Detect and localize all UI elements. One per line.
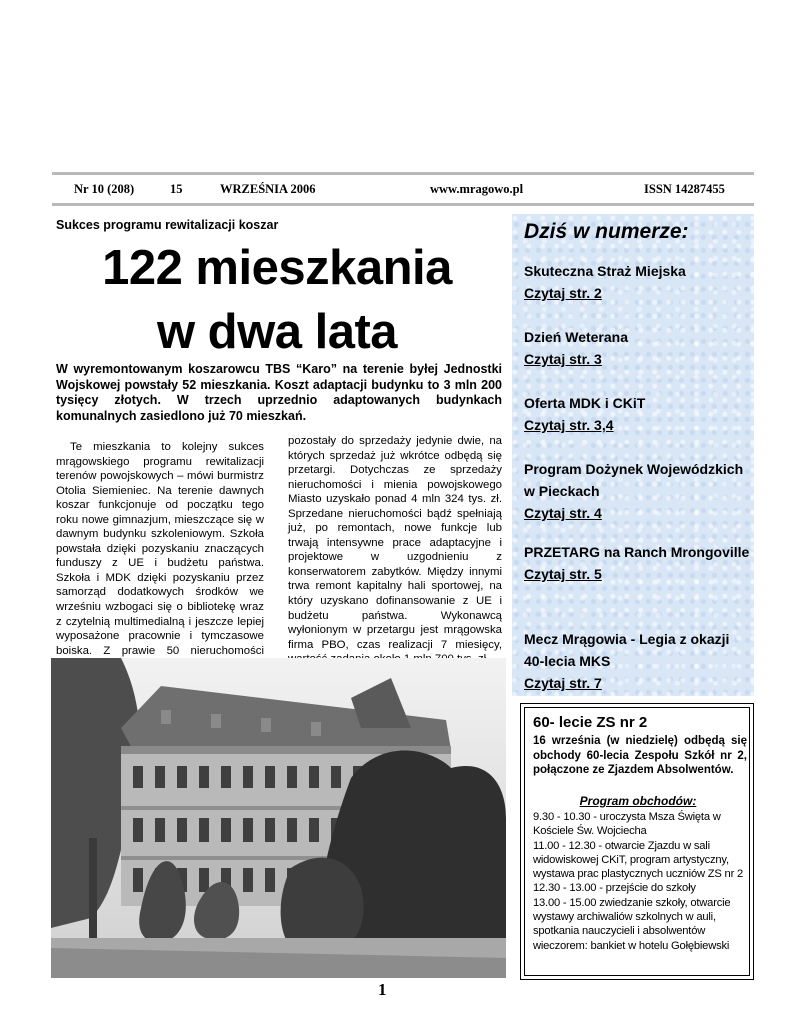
sidebar-item-title: Dzień Weterana xyxy=(524,329,628,345)
sidebar-item-title: Mecz Mrągowia - Legia z okazji 40-lecia MKS xyxy=(524,631,730,669)
headline-line-2: w dwa lata xyxy=(156,305,398,359)
anniversary-box xyxy=(520,703,754,980)
masthead-bar xyxy=(52,172,754,206)
sidebar-item-read-link[interactable]: Czytaj str. 7 xyxy=(524,675,602,691)
program-entry: 11.00 - 12.30 - otwarcie Zjazdu w sali widowiskowej CKiT, program artystyczny, wystawa prac plastycznych uczniów ZS nr 2 xyxy=(533,839,744,881)
sidebar-item-mecz[interactable] xyxy=(524,628,752,694)
sidebar-item-read-link[interactable]: Czytaj str. 2 xyxy=(524,285,602,301)
article-kicker: Sukces programu rewitalizacji koszar xyxy=(56,218,279,232)
article-lead: W wyremontowanym koszarowcu TBS “Karo” na terenie byłej Jednostki Wojskowej powstały 52 mieszkania. Koszt adaptacji budynku to 3 mln 200 tysięcy złotych. W trzech uprzednio adaptowanych budynkach komunalnych zasiedlono już 70 mieszkań. xyxy=(56,362,502,423)
program-entry: 13.00 - 15.00 zwiedzanie szkoły, otwarcie wystawy archiwaliów szkolnych w auli, spotkania nauczycieli i absolwentów wieczorem: bankiet w hotelu Gołębiewski xyxy=(533,896,731,952)
article-headline xyxy=(56,236,498,364)
program-entry: 9.30 - 10.30 - uroczysta Msza Święta w Kościele Św. Wojciecha xyxy=(533,811,721,838)
article-column-2: pozostały do sprzedaży jedynie dwie, na których sprzedaż już wkrótce odbędą się przetargi. Dotychczas ze sprzedaży nieruchomości i mienia powojskowego Miasto uzyskało ponad 4 mln 324 tys. zł. Sprzedane nieruchomości bądź spełniają już, po remontach, nowe funkcje lub trwają intensywne prace adaptacyjne i projektowe w uzgodnieniu z konserwatorem zabytków. Między innymi trwa remont kapitalny hali sportowej, na który uzyskano dofinansowanie z UE i budżetu państwa. Wykonawcą wyłonionym w przetargu jest mrągowska firma PBO, czas realizacji 7 miesięcy, xyxy=(288,435,502,651)
issue-month-year: WRZEŚNIA 2006 xyxy=(220,182,316,196)
issue-number: Nr 10 (208) xyxy=(74,182,135,196)
sidebar-item-straz-miejska[interactable] xyxy=(524,260,752,304)
anniversary-box-inner xyxy=(524,707,750,976)
program-list xyxy=(533,810,751,953)
issn-number: ISSN 14287455 xyxy=(644,182,725,196)
sidebar-item-title: PRZETARG na Ranch Mrongoville xyxy=(524,544,750,560)
program-heading: Program obchodów: xyxy=(579,794,697,808)
issue-day: 15 xyxy=(170,182,183,196)
sidebar-item-title: Program Dożynek Wojewódzkich w Pieckach xyxy=(524,461,744,499)
page-number: 1 xyxy=(378,980,387,999)
sidebar-item-read-link[interactable]: Czytaj str. 5 xyxy=(524,566,602,582)
headline-line-1: 122 mieszkania xyxy=(102,241,452,295)
sidebar-title: Dziś w numerze: xyxy=(524,220,689,243)
sidebar-item-przetarg[interactable] xyxy=(524,541,752,585)
school-building-photo xyxy=(51,658,506,978)
in-this-issue-sidebar xyxy=(512,214,754,696)
anniversary-summary: 16 września (w niedzielę) odbędą się obchody 60-lecia Zespołu Szkół nr 2, połączone ze Zjazdem Absolwentów. xyxy=(533,735,747,776)
sidebar-item-dzien-weterana[interactable] xyxy=(524,326,752,370)
sidebar-item-read-link[interactable]: Czytaj str. 4 xyxy=(524,505,602,521)
sidebar-item-dozynki[interactable] xyxy=(524,458,752,524)
sidebar-item-title: Skuteczna Straż Miejska xyxy=(524,263,686,279)
sidebar-item-title: Oferta MDK i CKiT xyxy=(524,395,646,411)
program-entry: 12.30 - 13.00 - przejście do szkoły xyxy=(533,882,696,895)
anniversary-title: 60- lecie ZS nr 2 xyxy=(533,714,648,731)
sidebar-item-oferta-mdk[interactable] xyxy=(524,392,752,436)
sidebar-item-read-link[interactable]: Czytaj str. 3,4 xyxy=(524,417,614,433)
sidebar-item-read-link[interactable]: Czytaj str. 3 xyxy=(524,351,602,367)
article-column-1: Te mieszkania to kolejny sukces mrągowskiego programu rewitalizacji terenów powojskowych – mówi burmistrz Otolia Siemieniec. Na terenie dawnych koszar funkcjonuje od początku tego roku nowe gimnazjum, mieszczące się w dawnym budynku szkoleniowym. Szkoła powstała dzięki pozyskaniu znaczących funduszy z UE i budżetu państwa. Szkoła i MDK dzięki pozyskaniu przez samorząd dodatkowych środków we wrześniu wzbogaci się o bibliotekę wraz z czytelnią multimedialną i jeszcze lepiej wyposażone pracownie i tymczasowe boiska. Z prawie 50 nieruchomości xyxy=(56,441,264,657)
website-link[interactable]: www.mragowo.pl xyxy=(430,182,524,196)
